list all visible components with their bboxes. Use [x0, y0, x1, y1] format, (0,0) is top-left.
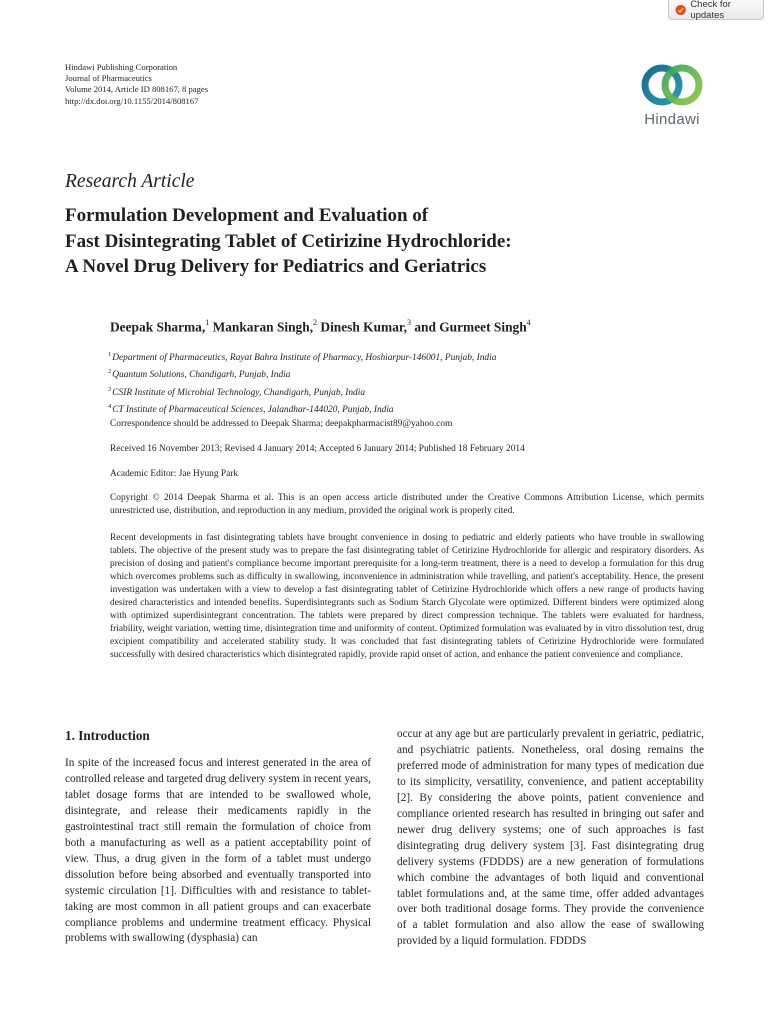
affiliation-list [108, 348, 496, 417]
affiliation-text: Department of Pharmaceutics, Rayat Bahra Institute of Pharmacy, Hoshiarpur-146001, Punjab, India [112, 353, 497, 364]
author-name: and Gurmeet Singh [410, 319, 527, 335]
check-for-updates-icon [675, 4, 686, 16]
hindawi-logo-icon [636, 60, 708, 110]
author-list [110, 319, 531, 335]
author-affil-ref: 4 [526, 318, 531, 327]
title-line: Formulation Development and Evaluation of [65, 205, 429, 226]
hindawi-logo-text: Hindawi [644, 111, 700, 128]
publisher: Hindawi Publishing Corporation [65, 62, 178, 72]
affiliation [108, 400, 496, 417]
author-affil-ref: 3 [406, 318, 411, 327]
author-name: Dinesh Kumar, [317, 319, 407, 335]
affiliation-number: 3 [108, 385, 112, 393]
copyright-notice: Copyright © 2014 Deepak Sharma et al. This is an open access article distributed under the Creative Commons Attribution License, which permits unrestricted use, distribution, and reproduction in any medium, provided the original work is properly cited. [110, 493, 704, 517]
title-line: A Novel Drug Delivery for Pediatrics and Geriatrics [65, 256, 487, 277]
journal-name: Journal of Pharmaceutics [65, 73, 152, 84]
affiliation-text: Quantum Solutions, Chandigarh, Punjab, India [112, 370, 291, 381]
author-affil-ref: 1 [205, 318, 210, 327]
affiliation-text: CT Institute of Pharmaceutical Sciences, Jalandhar-144020, Punjab, India [112, 405, 394, 416]
correspondence: Correspondence should be addressed to Deepak Sharma; deepakpharmacist89@yahoo.com [110, 419, 453, 429]
affiliation [108, 348, 496, 365]
affiliation [108, 365, 496, 382]
affiliation [108, 383, 496, 400]
article-title [65, 203, 705, 280]
article-type: Research Article [65, 171, 195, 192]
academic-editor: Academic Editor: Jae Hyung Park [110, 469, 239, 479]
affiliation-number: 4 [108, 402, 112, 410]
abstract: Recent developments in fast disintegrating tablets have brought convenience in dosing to pediatric and elderly patients who have trouble in swallowing tablets. The objective of the present study was to prepare the fast disintegrating tablet of Cetirizine Hydrochloride for allergic and respiratory disorders. As precision of dosing and patient's compliance become important prerequisite for a long-term treatment, there is a need to develop a formulation for this drug which overcomes problems such as difficulty in swallowing, inconvenience in administration while travelling, and patient's acceptability. Hence, the present investigation was undertaken with a view to develop a fast disintegrating tablet of Cetirizine Hydrochloride which offers a new range of products having desired characteristics and intended benefits. Superdisintegrants such as Sodium Starch Glycolate were optimized. Different binders were optimized along with optimized superdisintegrant concentration. The tablets were prepared by direct compression technique. The tablets were evaluated for hardness, friability, weight variation, wetting time, disintegration time and uniformity of content. Optimized formulation was evaluated by in vitro dissolution test, drug excipient compatibility and accelerated stability study. It was concluded that fast disintegrating tablets of Cetirizine Hydrochloride were formulated successfully with desired characteristics which disintegrated rapidly, provide rapid onset of action, and enhance the patient convenience and compliance. [110, 533, 704, 661]
doi-link[interactable]: http://dx.doi.org/10.1155/2014/808167 [65, 95, 199, 106]
author-name: Mankaran Singh, [209, 319, 314, 335]
journal-info [65, 62, 208, 107]
author-affil-ref: 2 [313, 318, 318, 327]
section-heading: 1. Introduction [65, 728, 150, 743]
publication-dates: Received 16 November 2013; Revised 4 January 2014; Accepted 6 January 2014; Published 18 February 2014 [110, 444, 525, 454]
author-name: Deepak Sharma, [110, 319, 206, 335]
body-column-left: In spite of the increased focus and interest generated in the area of controlled release and targeted drug delivery system in recent years, tablet dosage forms that are intended to be swallowed whole, disintegrate, and release their medicaments rapidly in the gastrointestinal tract still remain the formulation of choice from both a manufacturing as well as a patient acceptability point of view. Thus, a drug given in the form of a tablet must undergo dissolution before being absorbed and eventually transported into systemic circulation [1]. Difficulties with and resistance to tablet-taking are most common in all patient groups and can exacerbate compliance problems and undermine treatment efficacy. Physical problems with swallowing (dysphasia) can [65, 757, 371, 945]
affiliation-number: 2 [108, 368, 112, 376]
body-column-right: occur at any age but are particularly prevalent in geriatric, pediatric, and psychiatric patients. Nonetheless, oral dosing remains the preferred mode of administration for many types of medication due to its simplicity, versatility, convenience, and patient acceptability [2]. By considering the above points, patient convenience and compliance oriented research has resulted in bringing out safer and newer drug delivery systems; one of such approaches is fast disintegrating drug delivery system [3]. Fast disintegrating drug delivery systems (FDDDS) are a new generation of formulations which combine the advantages of both liquid and conventional tablet formulations and, at the same time, offer added advantages over both traditional dosage forms. They provide the convenience of a tablet formulation and also allow the ease of swallowing provided by a liquid formulation. FDDDS [397, 728, 704, 948]
volume-info: Volume 2014, Article ID 808167, 8 pages [65, 84, 209, 95]
affiliation-text: CSIR Institute of Microbial Technology, Chandigarh, Punjab, India [112, 387, 366, 398]
check-for-updates-label: Check for updates [690, 0, 731, 21]
affiliation-number: 1 [108, 351, 112, 358]
check-for-updates-button[interactable] [668, 0, 764, 20]
title-line: Fast Disintegrating Tablet of Cetirizine Hydrochloride: [65, 230, 512, 252]
